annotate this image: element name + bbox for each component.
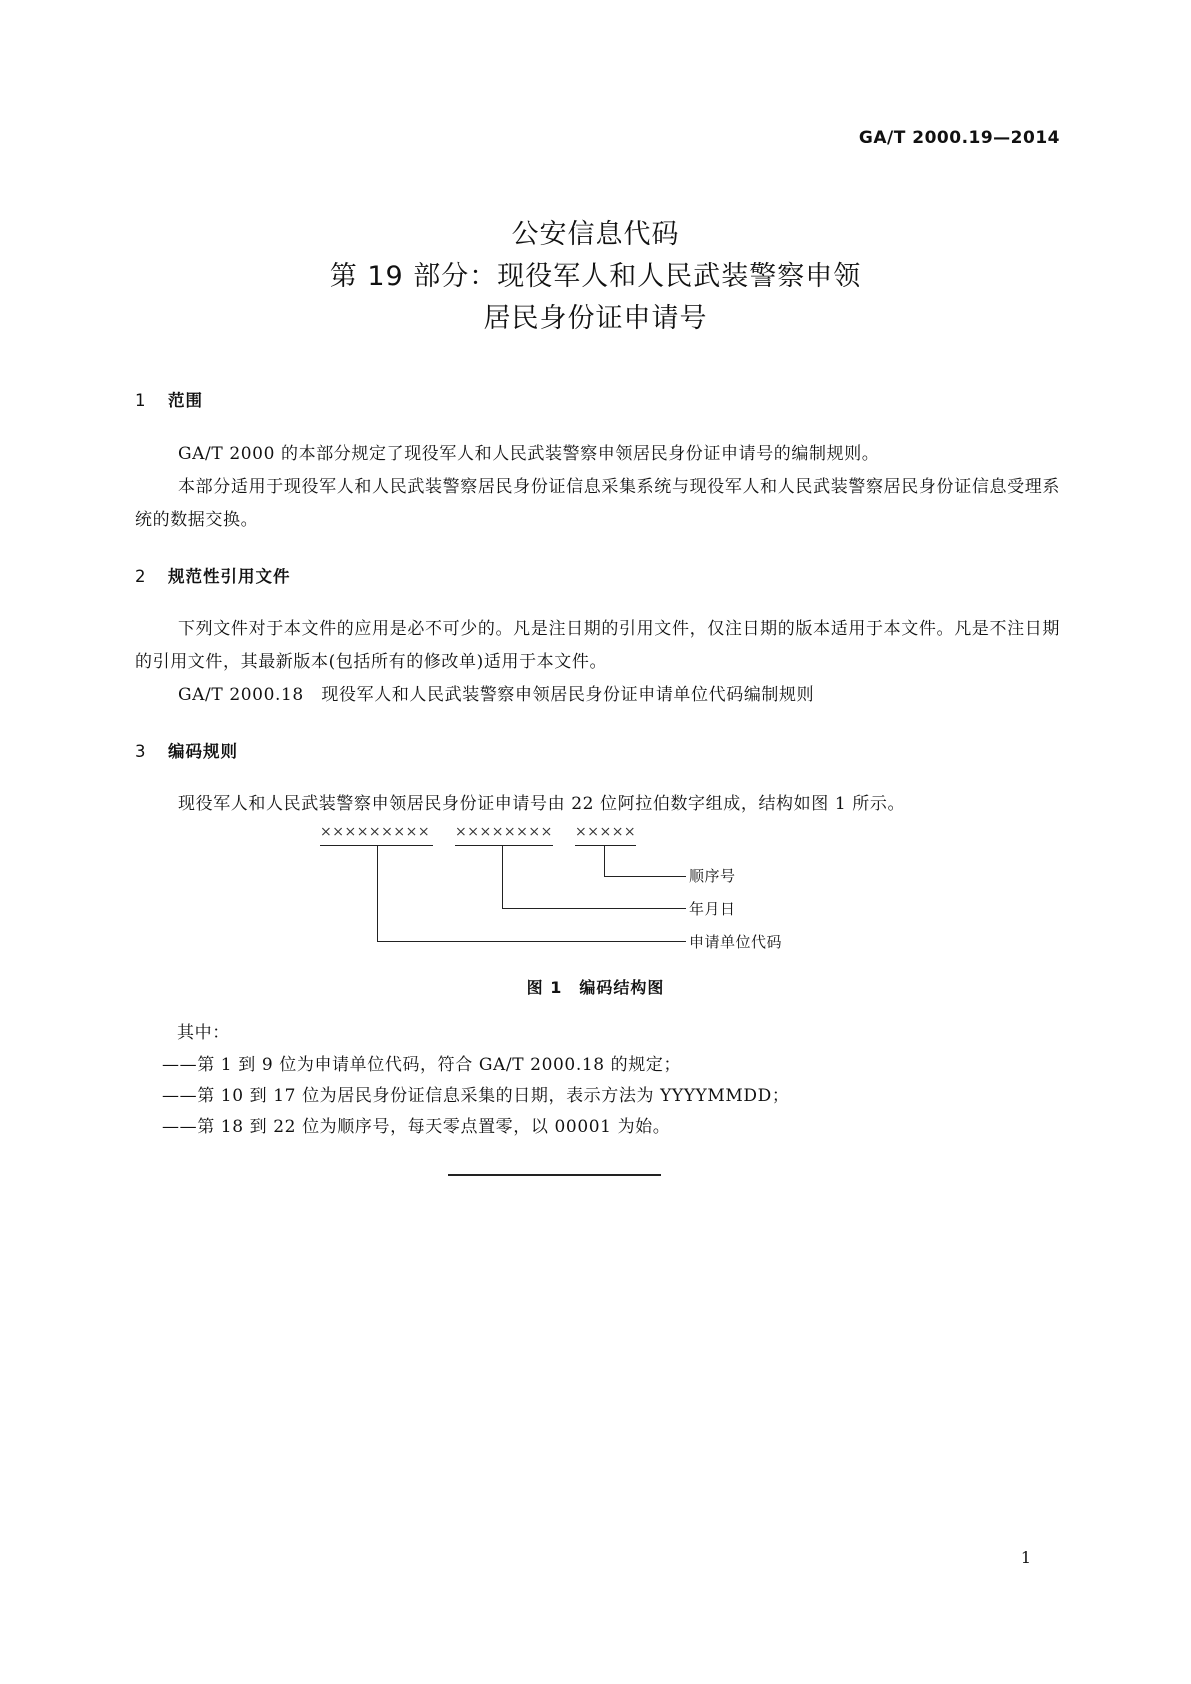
label-unit-code: 申请单位代码 xyxy=(689,933,783,951)
note-item: ——第 18 到 22 位为顺序号，每天零点置零，以 00001 为始。 xyxy=(162,1117,671,1137)
segment-sequence: ××××× xyxy=(575,824,637,840)
title-line-1: 公安信息代码 xyxy=(511,219,680,250)
section-1-heading xyxy=(135,387,203,411)
note-item: ——第 1 到 9 位为申请单位代码，符合 GA/T 2000.18 的规定； xyxy=(162,1055,682,1075)
title-line-2: 第 19 部分：现役军人和人民武装警察申领 xyxy=(329,261,862,292)
section-number: 2 xyxy=(135,567,147,586)
notes-intro: 其中： xyxy=(177,1023,230,1043)
figure-caption: 图 1 编码结构图 xyxy=(526,978,665,997)
end-rule xyxy=(448,1174,661,1176)
standard-code: GA/T 2000.19—2014 xyxy=(858,128,1060,148)
connector-line xyxy=(502,908,686,909)
section-1-body xyxy=(135,438,1060,537)
section-2-heading xyxy=(135,563,291,587)
note-item: ——第 10 到 17 位为居民身份证信息采集的日期，表示方法为 YYYYMMDD； xyxy=(162,1086,790,1106)
section-3-body xyxy=(135,788,1060,821)
segment-date: ×××××××× xyxy=(455,824,553,840)
page-number: 1 xyxy=(1020,1548,1031,1567)
paragraph: 下列文件对于本文件的应用是必不可少的。凡是注日期的引用文件，仅注日期的版本适用于本文件。凡是不注日期的引用文件，其最新版本(包括所有的修改单)适用于本文件。 xyxy=(135,619,1060,672)
section-number: 3 xyxy=(135,742,147,761)
section-title: 规范性引用文件 xyxy=(168,567,291,586)
label-sequence: 顺序号 xyxy=(689,867,736,885)
section-3-heading xyxy=(135,738,238,762)
paragraph: 现役军人和人民武装警察申领居民身份证申请号由 22 位阿拉伯数字组成，结构如图 1 所示。 xyxy=(178,794,906,814)
paragraph: GA/T 2000.18 现役军人和人民武装警察申领居民身份证申请单位代码编制规则 xyxy=(178,685,815,705)
section-title: 范围 xyxy=(168,391,203,410)
segment-underline xyxy=(575,845,636,846)
paragraph: 本部分适用于现役军人和人民武装警察居民身份证信息采集系统与现役军人和人民武装警察居民身份证信息受理系统的数据交换。 xyxy=(135,477,1060,530)
paragraph: GA/T 2000 的本部分规定了现役军人和人民武装警察申领居民身份证申请号的编制规则。 xyxy=(178,444,880,464)
section-2-body xyxy=(135,613,1060,712)
connector-line xyxy=(604,876,686,877)
connector-line xyxy=(377,846,378,941)
section-title: 编码规则 xyxy=(168,742,238,761)
connector-line xyxy=(502,846,503,908)
segment-unit-code: ××××××××× xyxy=(320,824,431,840)
section-number: 1 xyxy=(135,391,147,410)
connector-line xyxy=(377,941,686,942)
connector-line xyxy=(604,846,605,876)
title-line-3: 居民身份证申请号 xyxy=(483,303,708,334)
label-date: 年月日 xyxy=(689,900,736,918)
segment-underline xyxy=(455,845,553,846)
